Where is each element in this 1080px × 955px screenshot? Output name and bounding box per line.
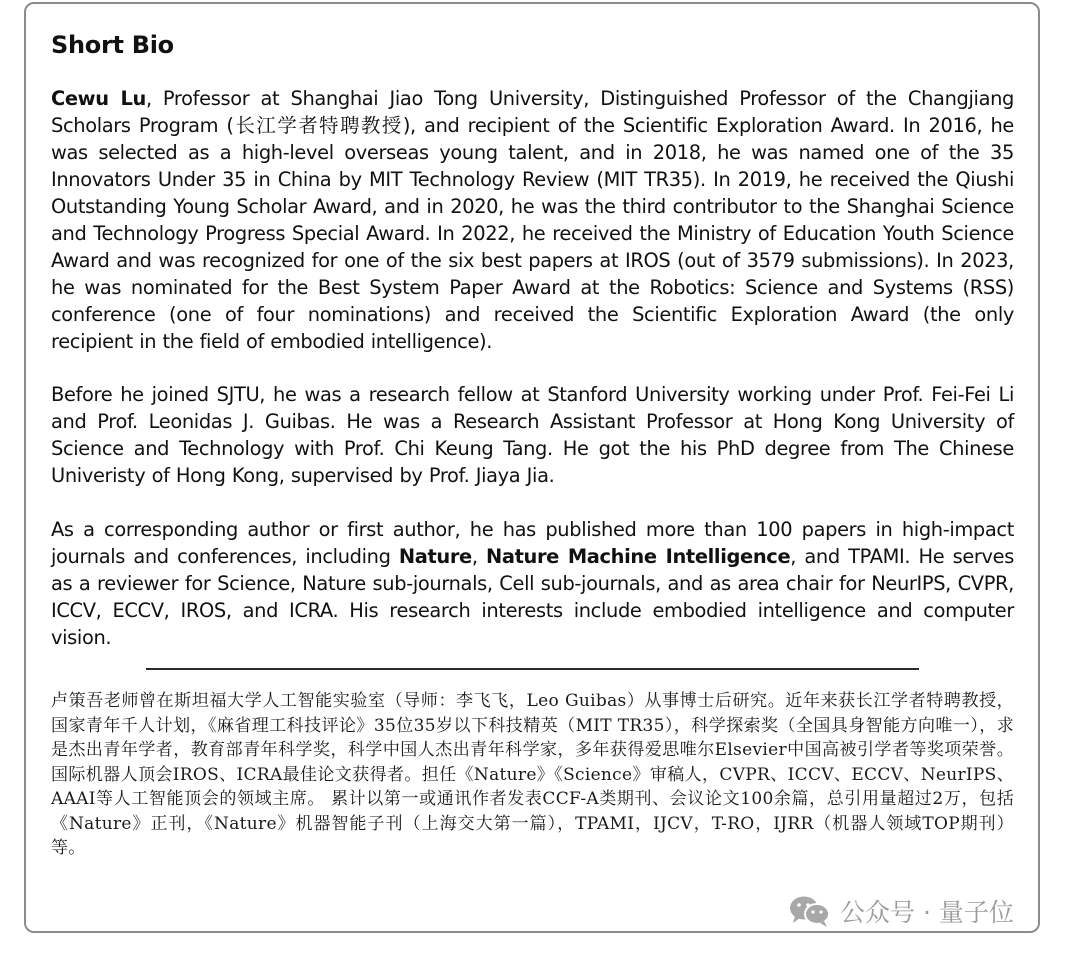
watermark bbox=[788, 893, 1014, 929]
bio-name: Cewu Lu bbox=[51, 87, 146, 110]
bio-paragraph-3-text-a: As a corresponding author or first author, he has published more than 100 papers in high-impact journals and conferences, including bbox=[51, 518, 1014, 568]
section-divider bbox=[146, 668, 919, 670]
chinese-bio-paragraph: 卢策吾老师曾在斯坦福大学人工智能实验室（导师：李飞飞，Leo Guibas）从事博士后研究。近年来获长江学者特聘教授，国家青年千人计划，《麻省理工科技评论》35位35岁以下科技精英（MIT TR35），科学探索奖（全国具身智能方向唯一），求是杰出青年学者，教育部青年科学奖，科学中国人杰出青年科学家，多年获得爱思唯尔Elsevier中国高被引学者等奖项荣誉。国际机器人顶会IROS、ICRA最佳论文获得者。担任《Nature》《Science》审稿人，CVPR、ICCV、ECCV、NeurIPS、AAAI等人工智能顶会的领域主席。 累计以第一或通讯作者发表CCF-A类期刊、会议论文100余篇，总引用量超过2万，包括《Nature》正刊，《Nature》机器智能子刊（上海交大第一篇），TPAMI，IJCV，T-RO，IJRR（机器人领域TOP期刊）等。 bbox=[51, 691, 1014, 858]
bio-paragraph-2: Before he joined SJTU, he was a research fellow at Stanford University working under Prof. Fei-Fei Li and Prof. Leonidas J. Guibas. He was a Research Assistant Professor at Hong Kong University of Science and Technology with Prof. Chi Keung Tang. He got the his PhD degree from The Chinese Univeristy of Hong Kong, supervised by Prof. Jiaya Jia. bbox=[51, 383, 1014, 487]
section-title: Short Bio bbox=[51, 31, 174, 59]
journal-nature: Nature bbox=[398, 545, 472, 568]
bio-paragraph-3-separator: , bbox=[471, 545, 486, 568]
bio-paragraph-1-text: , Professor at Shanghai Jiao Tong University, Distinguished Professor of the Changjiang Scholars Program (长江学者特聘教授), and recipient of the Scientific Exploration Award. In 2016, he was selected as a high-level overseas young talent, and in 2018, he was named one of the 35 Innovators Under 35 in China by MIT Technology Review (MIT TR35). In 2019, he received the Qiushi Outstanding Young Scholar Award, and in 2020, he was the third contributor to the Shanghai Science and Technology Progress Special Award. In 2022, he received the Ministry of Education Youth Science Award and was recognized for one of the six best papers at IROS (out of 3579 submissions). In 2023, he was nominated for the Best System Paper Award at the Robotics: Science and Systems (RSS) conference (one of four nominations) and received the Scientific Exploration Award (the only recipient in the field of embodied intelligence). bbox=[51, 87, 1014, 353]
watermark-text: 公众号 · 量子位 bbox=[840, 898, 1014, 927]
wechat-icon bbox=[788, 894, 832, 928]
bio-paragraph-3 bbox=[51, 516, 1014, 651]
bio-paragraph-1 bbox=[51, 85, 1014, 355]
bio-paragraph-3-text-b: , and TPAMI. He serves as a reviewer for Science, Nature sub-journals, Cell sub-journals, and as area chair for NeurIPS, CVPR, ICCV, ECCV, IROS, and ICRA. His research interests include embodied intelligence and computer vision. bbox=[51, 545, 1015, 649]
journal-nature-machine-intelligence: Nature Machine Intelligence bbox=[485, 545, 791, 568]
